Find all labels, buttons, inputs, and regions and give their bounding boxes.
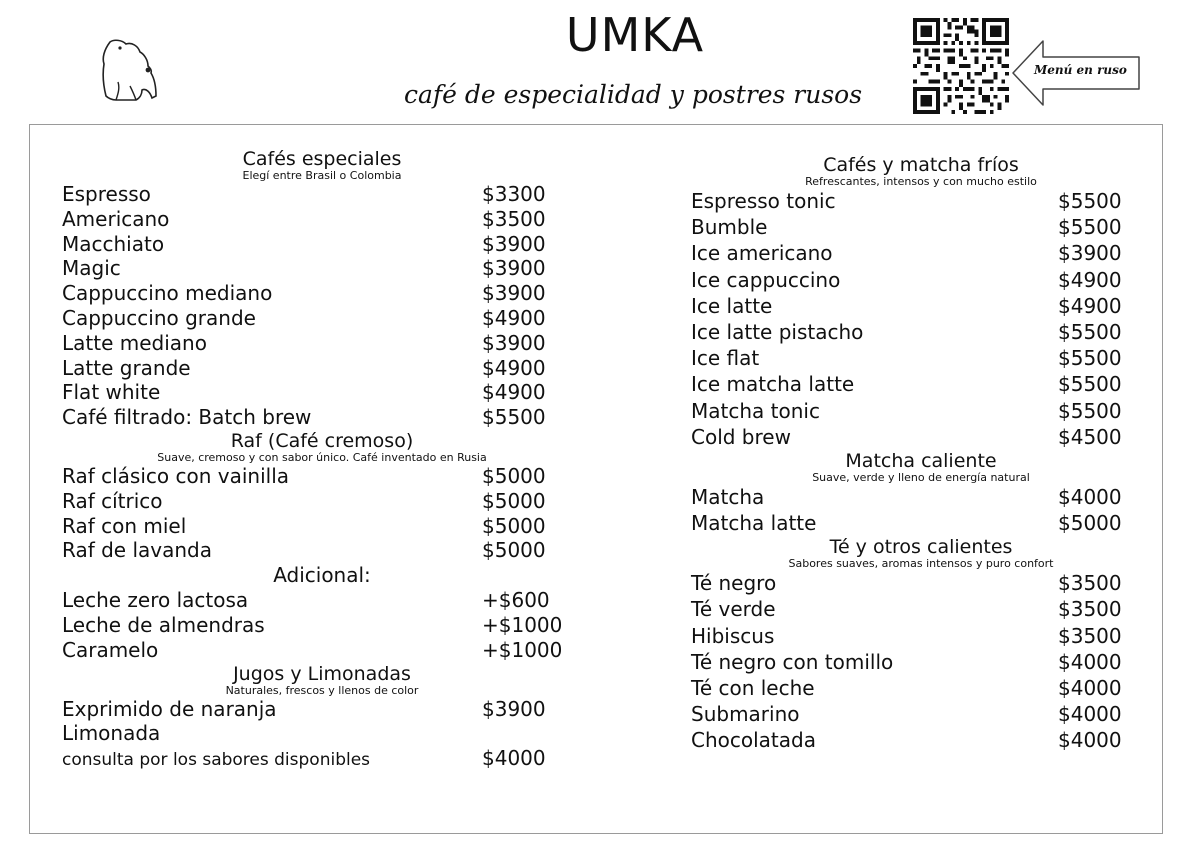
menu-item — [62, 538, 582, 563]
item-price: $5000 — [1058, 511, 1122, 536]
menu-item — [691, 267, 1151, 293]
section-frios-list — [691, 188, 1151, 450]
menu-item — [691, 701, 1151, 727]
section-jugos-list — [62, 697, 582, 771]
menu-item — [62, 638, 582, 663]
section-subtitle-te: Sabores suaves, aromas intensos y puro confort — [788, 557, 1054, 571]
item-price: $3900 — [482, 256, 546, 281]
item-price: $4000 — [1058, 728, 1122, 753]
section-title-frios: Cafés y matcha fríos — [823, 154, 1019, 176]
item-name: Raf clásico con vainilla — [62, 463, 290, 488]
item-price: $4000 — [1058, 484, 1122, 509]
item-name: Cappuccino mediano — [62, 281, 273, 306]
menu-item — [691, 596, 1151, 622]
item-name: Flat white — [62, 380, 161, 405]
item-name: Ice flat — [691, 346, 760, 371]
menu-item — [62, 380, 582, 405]
item-price: $5500 — [1058, 189, 1122, 213]
item-name: Té con leche — [691, 676, 815, 700]
item-name: Matcha tonic — [691, 398, 820, 423]
item-price: $3900 — [1058, 241, 1122, 266]
item-price: $5500 — [1058, 215, 1122, 240]
menu-column-right — [691, 154, 1151, 754]
menu-item — [691, 188, 1151, 214]
menu-item — [691, 649, 1151, 675]
item-price: $3900 — [482, 330, 546, 355]
item-price: $3500 — [1058, 597, 1122, 622]
item-name: Chocolatada — [691, 728, 816, 753]
menu-item — [691, 345, 1151, 371]
item-price: +$1000 — [482, 612, 563, 637]
item-name: Matcha latte — [691, 511, 817, 536]
item-name: Raf de lavanda — [62, 538, 212, 563]
menu-item — [691, 510, 1151, 536]
menu-ruso-link[interactable]: Menú en ruso — [1034, 63, 1127, 77]
item-price: $4900 — [482, 305, 546, 330]
menu-column-left — [62, 146, 582, 771]
menu-item — [62, 306, 582, 331]
page-title: UMKA — [565, 8, 705, 62]
item-name: Hibiscus — [691, 623, 775, 648]
item-name: Macchiato — [62, 231, 165, 256]
item-price: $4000 — [482, 746, 546, 771]
item-name: Raf con miel — [62, 513, 187, 538]
item-price: +$1000 — [482, 637, 563, 662]
item-name: Espresso — [62, 182, 151, 206]
section-title-adicional: Adicional: — [273, 563, 371, 588]
section-title-jugos: Jugos y Limonadas — [233, 662, 411, 685]
menu-item — [691, 675, 1151, 701]
menu-item — [62, 356, 582, 381]
item-name: Ice latte pistacho — [691, 319, 864, 344]
menu-item — [691, 319, 1151, 345]
menu-item — [691, 371, 1151, 397]
section-matcha-list — [691, 484, 1151, 536]
item-price: $5000 — [482, 488, 546, 513]
item-name: Submarino — [691, 702, 800, 727]
item-price: $3300 — [482, 182, 546, 206]
item-name: Matcha — [691, 484, 765, 509]
item-name: Cold brew — [691, 424, 791, 449]
item-name: Latte mediano — [62, 330, 207, 355]
menu-item — [691, 293, 1151, 319]
item-price: $4900 — [1058, 293, 1122, 318]
item-name: Espresso tonic — [691, 189, 836, 213]
item-name: Cappuccino grande — [62, 305, 256, 330]
item-price: $3500 — [482, 206, 546, 231]
item-name: Magic — [62, 256, 121, 281]
item-name: Ice americano — [691, 241, 833, 266]
section-subtitle-raf: Suave, cremoso y con sabor único. Café inventado en Rusia — [157, 450, 487, 464]
qr-code-icon[interactable] — [912, 18, 1010, 114]
menu-item — [62, 182, 582, 207]
item-price: $3500 — [1058, 623, 1122, 648]
menu-item — [62, 232, 582, 257]
menu-item — [62, 489, 582, 514]
item-note: consulta por los sabores disponibles — [62, 750, 371, 771]
item-name: Ice matcha latte — [691, 372, 855, 397]
item-name: Leche de almendras — [62, 612, 265, 637]
page-subtitle: café de especialidad y postres rusos — [403, 80, 863, 109]
item-name: Limonada — [62, 721, 161, 746]
item-price: $3900 — [482, 281, 546, 306]
item-name: Café filtrado: Batch brew — [62, 405, 312, 430]
section-subtitle-jugos: Naturales, frescos y llenos de color — [225, 683, 419, 697]
section-title-raf: Raf (Café cremoso) — [230, 429, 414, 452]
menu-item — [62, 697, 582, 722]
section-subtitle-cafes: Elegí entre Brasil o Colombia — [242, 169, 402, 182]
menu-item — [62, 514, 582, 539]
menu-item — [691, 398, 1151, 424]
item-name: Té negro — [691, 571, 777, 596]
menu-item — [691, 727, 1151, 753]
section-adicional-list — [62, 588, 582, 662]
menu-item — [62, 588, 582, 613]
item-price: $5000 — [482, 463, 546, 488]
menu-item — [691, 240, 1151, 266]
item-price: $5500 — [482, 405, 546, 430]
item-name: Té negro con tomillo — [691, 649, 894, 674]
section-raf-list — [62, 464, 582, 563]
section-title-te: Té y otros calientes — [829, 536, 1013, 559]
item-name: Raf cítrico — [62, 488, 163, 513]
menu-item — [691, 623, 1151, 649]
menu-item — [62, 405, 582, 430]
item-name: Latte grande — [62, 355, 191, 380]
menu-item — [691, 484, 1151, 510]
item-price: $4900 — [482, 380, 546, 405]
item-name: Té verde — [691, 597, 776, 622]
item-price: $4900 — [1058, 267, 1122, 292]
item-name: Ice cappuccino — [691, 267, 841, 292]
menu-item — [691, 570, 1151, 596]
item-name: Bumble — [691, 215, 768, 240]
item-name: Leche zero lactosa — [62, 588, 249, 613]
item-price: $3900 — [482, 696, 546, 721]
menu-item — [62, 464, 582, 489]
item-price: +$600 — [482, 588, 550, 613]
section-cafes-list — [62, 182, 582, 430]
item-price: $5000 — [482, 538, 546, 563]
menu-item — [62, 613, 582, 638]
menu-item-note — [62, 746, 582, 771]
menu-item — [691, 214, 1151, 240]
item-price: $4900 — [482, 355, 546, 380]
menu-item — [62, 256, 582, 281]
item-name: Americano — [62, 206, 170, 231]
section-title-cafes: Cafés especiales — [242, 148, 402, 170]
item-price: $3900 — [482, 231, 546, 256]
item-price: $5500 — [1058, 319, 1122, 344]
item-name: Exprimido de naranja — [62, 696, 277, 721]
item-name: Caramelo — [62, 637, 159, 662]
menu-item — [691, 424, 1151, 450]
section-te-list — [691, 570, 1151, 753]
item-price: $3500 — [1058, 571, 1122, 596]
item-price: $5500 — [1058, 346, 1122, 371]
section-subtitle-frios: Refrescantes, intensos y con mucho estilo — [805, 175, 1037, 188]
menu-item — [62, 281, 582, 306]
item-price: $4000 — [1058, 702, 1122, 727]
menu-item — [62, 721, 582, 746]
menu-item — [62, 331, 582, 356]
item-price: $5500 — [1058, 372, 1122, 397]
item-price: $5000 — [482, 513, 546, 538]
section-title-matcha: Matcha caliente — [845, 449, 997, 472]
item-price: $4500 — [1058, 424, 1122, 449]
section-subtitle-matcha: Suave, verde y lleno de energía natural — [812, 470, 1030, 484]
menu-item — [62, 207, 582, 232]
item-price: $4000 — [1058, 649, 1122, 674]
item-name: Ice latte — [691, 293, 773, 318]
item-price: $5500 — [1058, 398, 1122, 423]
item-price: $4000 — [1058, 676, 1122, 700]
